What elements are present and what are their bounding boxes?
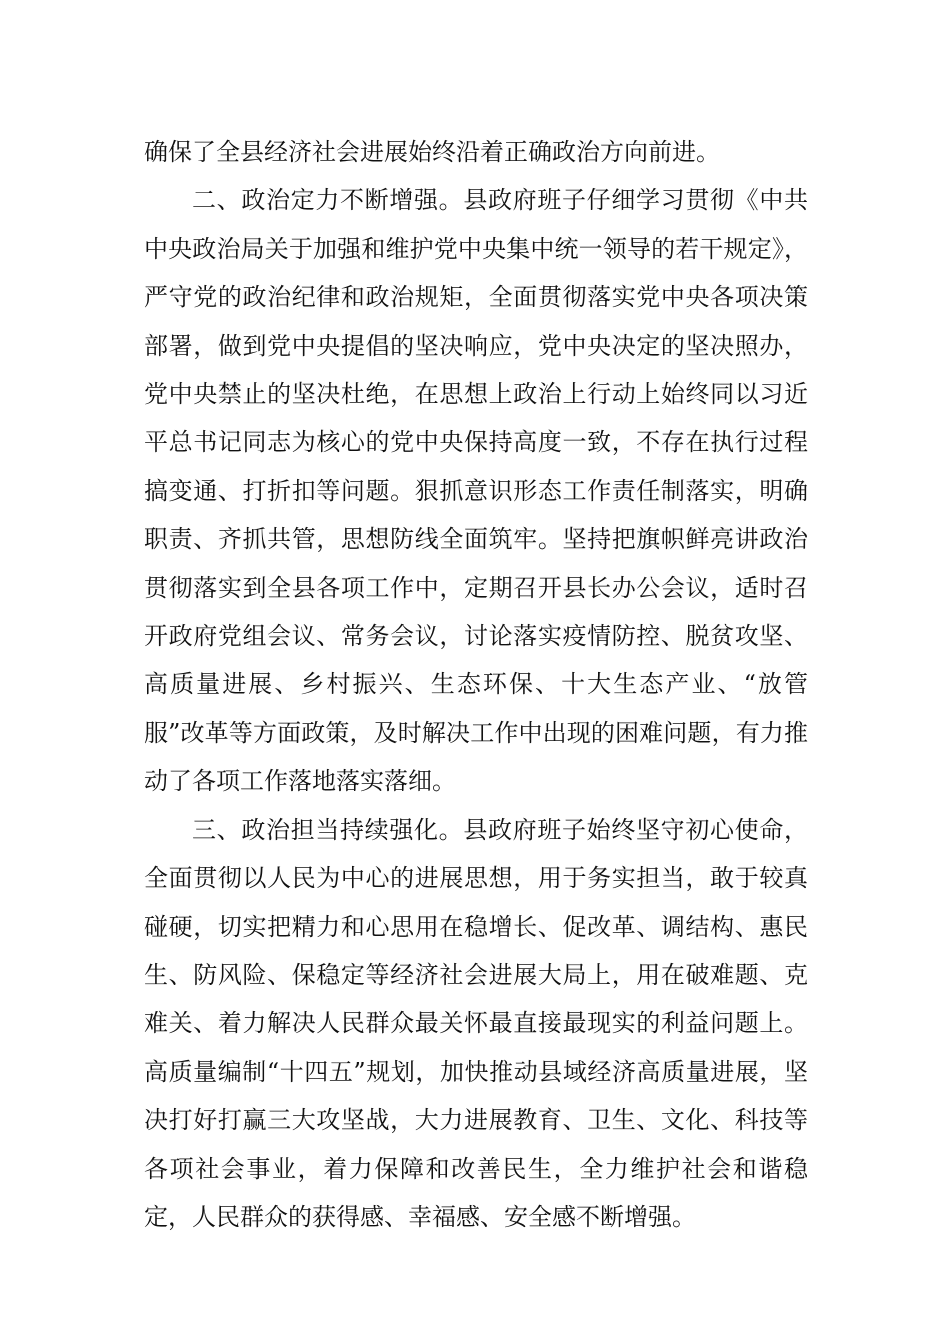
paragraph-continuation: 确保了全县经济社会进展始终沿着正确政治方向前进。 [144,138,720,166]
document-body [144,128,808,1241]
paragraph-political-responsibility: 三、政治担当持续强化。县政府班子始终坚守初心使命，全面贯彻以人民为中心的进展思想，用于务实担当，敢于较真碰硬，切实把精力和心思用在稳增长、促改革、调结构、惠民生、防风险、保稳定等经济社会进展大局上，用在破难题、克难关、着力解决人民群众最关怀最直接最现实的利益问题上。高质量编制“十四五”规划，加快推动县域经济高质量进展，坚决打好打赢三大攻坚战，大力进展教育、卫生、文化、科技等各项社会事业，着力保障和改善民生，全力维护社会和谐稳定，人民群众的获得感、幸福感、安全感不断增强。 [144,815,808,1231]
paragraph-political-resolve: 二、政治定力不断增强。县政府班子仔细学习贯彻《中共中央政治局关于加强和维护党中央集中统一领导的若干规定》，严守党的政治纪律和政治规矩，全面贯彻落实党中央各项决策部署，做到党中央提倡的坚决响应，党中央决定的坚决照办，党中央禁止的坚决杜绝，在思想上政治上行动上始终同以习近平总书记同志为核心的党中央保持高度一致，不存在执行过程搞变通、打折扣等问题。狠抓意识形态工作责任制落实，明确职责、齐抓共管，思想防线全面筑牢。坚持把旗帜鲜亮讲政治贯彻落实到全县各项工作中，定期召开县长办公会议，适时召开政府党组会议、常务会议，讨论落实疫情防控、脱贫攻坚、高质量进展、乡村振兴、生态环保、十大生态产业、“放管服”改革等方面政策，及时解决工作中出现的困难问题，有力推动了各项工作落地落实落细。 [144,186,808,796]
